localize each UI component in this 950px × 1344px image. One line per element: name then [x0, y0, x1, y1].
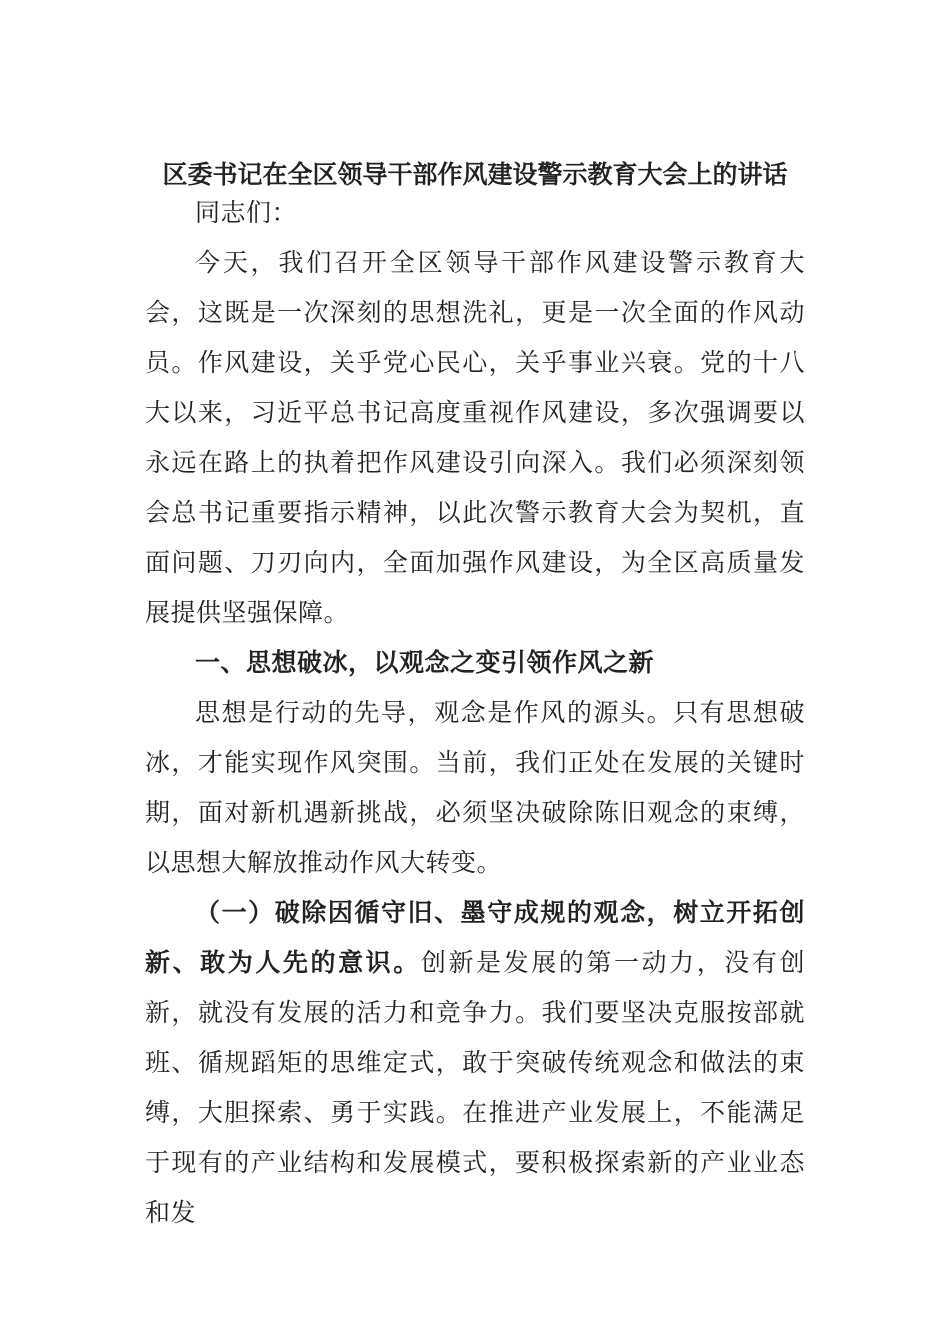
section-1-heading: 一、思想破冰，以观念之变引领作风之新 [195, 648, 655, 677]
subsection-1-body: 创新是发展的第一动力，没有创新，就没有发展的活力和竞争力。我们要坚决克服按部就班、循规蹈矩的思维定式，敢于突破传统观念和做法的束缚，大胆探索、勇于实践。在推进产业发展上，不能满足于现有的产业结构和发展模式，要积极探索新的产业业态和发 [145, 948, 805, 1227]
subsection-1-heading: （一）破除因循守旧、墨守成规的观念，树立开拓创新、敢为人先的意识。 [145, 898, 805, 977]
salutation: 同志们： [195, 198, 298, 227]
section-1-paragraph: 思想是行动的先导，观念是作风的源头。只有思想破冰，才能实现作风突围。当前，我们正处在发展的关键时期，面对新机遇新挑战，必须坚决破除陈旧观念的束缚，以思想大解放推动作风大转变。 [145, 698, 805, 877]
intro-paragraph: 今天，我们召开全区领导干部作风建设警示教育大会，这既是一次深刻的思想洗礼，更是一次全面的作风动员。作风建设，关乎党心民心，关乎事业兴衰。党的十八大以来，习近平总书记高度重视作风建设，多次强调要以永远在路上的执着把作风建设引向深入。我们必须深刻领会总书记重要指示精神，以此次警示教育大会为契机，直面问题、刀刃向内，全面加强作风建设，为全区高质量发展提供坚强保障。 [145, 248, 805, 627]
document-title: 区委书记在全区领导干部作风建设警示教育大会上的讲话 [162, 160, 788, 189]
document-body [145, 188, 805, 1238]
subsection-1-paragraph [145, 888, 805, 1238]
